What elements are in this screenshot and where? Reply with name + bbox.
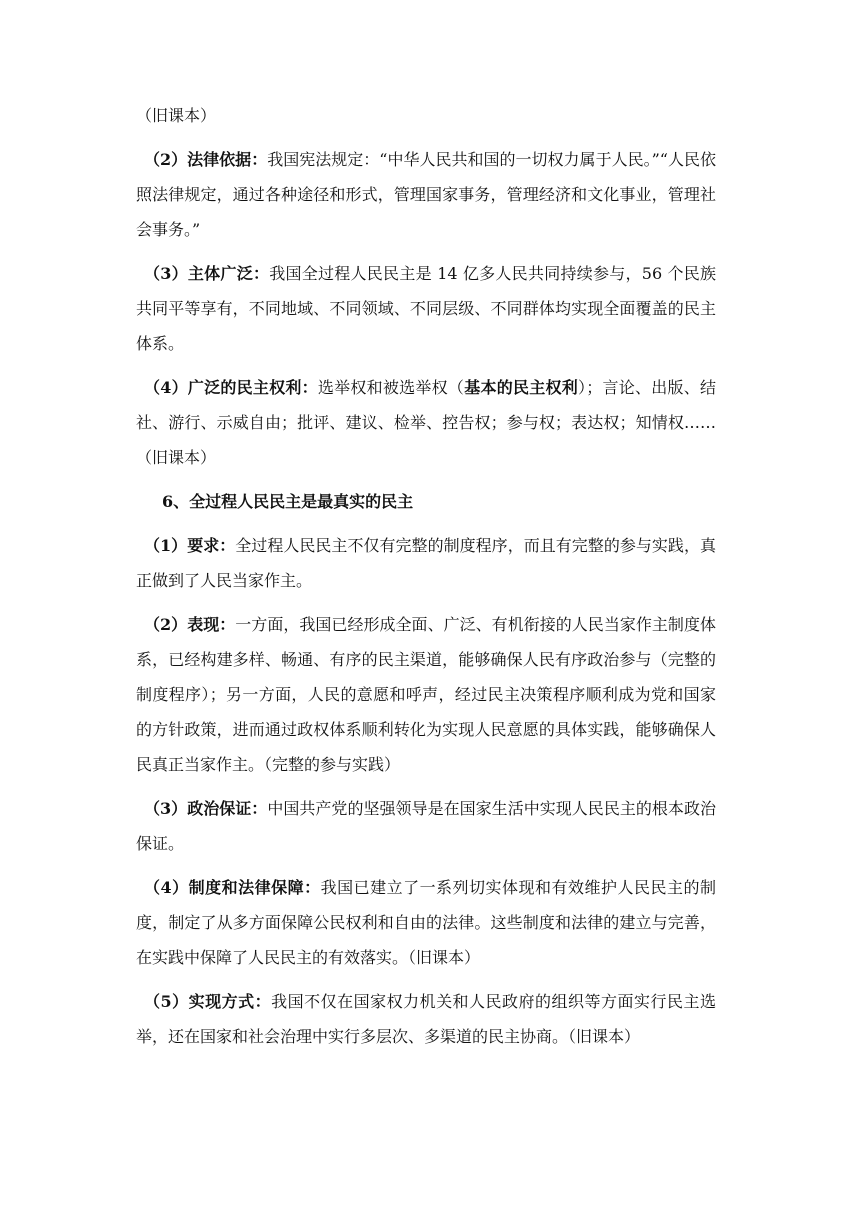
paragraph-text: 我国已建立了一系列切实体现和有效维护人民民主的制度，制定了从多方面保障公民权利和自由的法律。这些制度和法律的建立与完善，在实践中保障了人民民主的有效落实。（旧课本） [136, 878, 716, 967]
paragraph-text: ）；言论、出版、结社、游行、示威自由；批评、建议、检举、控告权；参与权；表达权；知情权……（旧课本） [136, 378, 716, 467]
spacer [136, 861, 716, 870]
paragraph-text: 我国全过程人民民主是 14 亿多人民共同持续参与，56 个民族共同平等享有，不同地域、不同领域、不同层级、不同群体均实现全面覆盖的民主体系。 [136, 264, 716, 353]
paragraph-broad-subject [136, 256, 716, 361]
paragraph-label: （2）表现： [144, 615, 236, 634]
paragraph-text: 我国宪法规定：“中华人民共和国的一切权力属于人民。”“人民依照法律规定，通过各种途径和形式，管理国家事务，管理经济和文化事业，管理社会事务。” [136, 150, 716, 239]
spacer [136, 598, 716, 607]
paragraph-text: 选举权和被选举权（ [317, 378, 465, 397]
paragraph-text: 我国不仅在国家权力机关和人民政府的组织等方面实行民主选举，还在国家和社会治理中实行多层次、多渠道的民主协商。（旧课本） [136, 992, 716, 1046]
paragraph-label: （4）制度和法律保障： [144, 878, 321, 897]
paragraph-label: （3）政治保证： [144, 799, 268, 818]
paragraph-label: （3）主体广泛： [144, 264, 270, 283]
paragraph-text: 一方面，我国已经形成全面、广泛、有机衔接的人民当家作主制度体系，已经构建多样、畅通、有序的民主渠道，能够确保人民有序政治参与（完整的制度程序）；另一方面，人民的意愿和呼声，经过民主决策程序顺利成为党和国家的方针政策，进而通过政权体系顺利转化为实现人民意愿的具体实践，能够确保人民真正当家作主。（完整的参与实践） [136, 615, 716, 774]
paragraph-text: 中国共产党的坚强领导是在国家生活中实现人民民主的根本政治保证。 [136, 799, 716, 853]
paragraph-democratic-rights [136, 370, 716, 475]
paragraph-label: （5）实现方式： [144, 992, 272, 1011]
paragraph-label: （4）广泛的民主权利： [144, 378, 318, 397]
section-heading: 6、全过程人民民主是最真实的民主 [162, 492, 414, 511]
paragraph-requirement [136, 528, 716, 598]
spacer [136, 247, 716, 256]
intro-note: （旧课本） [136, 106, 217, 125]
paragraph-label: （1）要求： [144, 536, 236, 555]
spacer [136, 475, 716, 484]
spacer [136, 782, 716, 791]
paragraph-label: （2）法律依据： [144, 150, 268, 169]
paragraph-legal-basis [136, 142, 716, 247]
spacer [136, 975, 716, 984]
spacer [136, 361, 716, 370]
paragraph-implementation-method [136, 984, 716, 1054]
paragraph-manifestation [136, 607, 716, 782]
paragraph-institutional-legal-guarantee [136, 870, 716, 975]
document-body [136, 98, 716, 1054]
paragraph-bold-inline: 基本的民主权利 [464, 378, 578, 397]
spacer [136, 519, 716, 528]
paragraph-political-guarantee [136, 791, 716, 861]
paragraph-text: 全过程人民民主不仅有完整的制度程序，而且有完整的参与实践，真正做到了人民当家作主。 [136, 536, 716, 590]
spacer [136, 133, 716, 142]
